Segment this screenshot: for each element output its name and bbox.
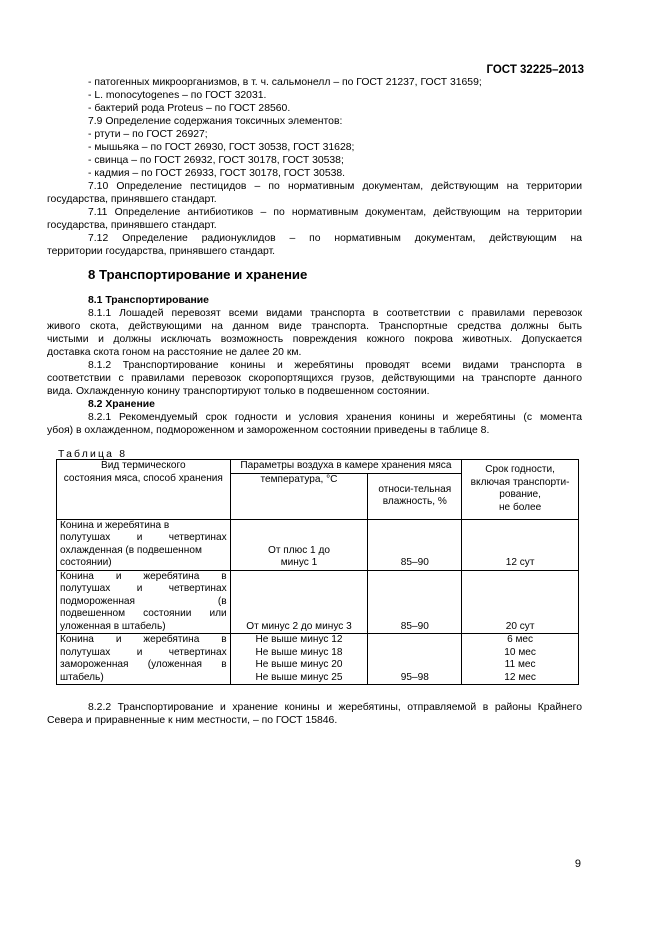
subsection-heading: 8.1 Транспортирование (88, 295, 209, 306)
row-kind: Конина и жеребятина в полутушах и четвертинах замороженная (уложенная в штабель) (57, 634, 231, 685)
text-line: 8.2.2 Транспортирование и хранение конины и жеребятины, отправляемой в районы Крайнего (88, 702, 582, 713)
text-line: территории государства, принявшего стандарт. (47, 246, 276, 257)
text-line: чистыми и должны исключать возможность повреждения кожного покрова животных. Допускается (47, 334, 582, 345)
text-line: 8.1.1 Лошадей перевозят всеми видами транспорта в соответствии с правилами перевозок (88, 308, 582, 319)
text-line: 7.12 Определение радионуклидов – по нормативным документам, действующим на (88, 233, 582, 244)
text-line: 8.2.1 Рекомендуемый срок годности и условия хранения конины и жеребятины (с момента (88, 412, 582, 423)
row-temperature: От плюс 1 до минус 1 (230, 519, 368, 570)
row-temperature: От минус 2 до минус 3 (230, 570, 368, 634)
text-line: 8.1.2 Транспортирование конины и жеребятины проводят всеми видами транспорта в (88, 360, 582, 371)
row-temperature: Не выше минус 12 Не выше минус 18 Не выше минус 20 Не выше минус 25 (230, 634, 368, 685)
row-humidity: 85–90 (368, 519, 462, 570)
row-kind: Конина и жеребятина в полутушах и четвертинах охлажденная (в подвешенном состоянии) (57, 519, 231, 570)
document-header-id: ГОСТ 32225–2013 (486, 64, 584, 76)
subsection-heading: 8.2 Хранение (88, 399, 155, 410)
text-line: доставка скота гоном на расстояние не далее 20 км. (47, 347, 302, 358)
text-line: 7.9 Определение содержания токсичных элементов: (88, 116, 343, 127)
text-line: - свинца – по ГОСТ 26932, ГОСТ 30178, ГОСТ 30538; (88, 155, 344, 166)
text-line: - бактерий рода Proteus – по ГОСТ 28560. (88, 103, 291, 114)
table-row (57, 570, 579, 634)
text-line: государства, принявшего стандарт. (47, 194, 217, 205)
text-line: живого скота, действующими на данном виде транспорта. Транспортные средства должны быть (47, 321, 582, 332)
header-kind: Вид термического состояния мяса, способ хранения (57, 460, 231, 520)
row-humidity: 95–98 (368, 634, 462, 685)
storage-table (56, 459, 579, 685)
row-shelf-life: 12 сут (462, 519, 579, 570)
page-number: 9 (574, 858, 581, 870)
table-row (57, 634, 579, 685)
section-heading: 8 Транспортирование и хранение (88, 267, 308, 282)
header-humidity: относи-тельная влажность, % (368, 473, 462, 519)
row-shelf-life: 20 сут (462, 570, 579, 634)
text-line: Севера и приравненные к ним местности, – по ГОСТ 15846. (47, 715, 338, 726)
text-line: - кадмия – по ГОСТ 26933, ГОСТ 30178, ГОСТ 30538. (88, 168, 346, 179)
text-line: государства, принявшего стандарт. (47, 220, 217, 231)
text-line: - L. monocytogenes – по ГОСТ 32031. (88, 90, 267, 101)
table-caption: Таблица 8 (58, 449, 128, 460)
text-line: соответствии с правилами перевозок скоропортящихся грузов, действующими на транспорте данного (47, 373, 582, 384)
row-kind: Конина и жеребятина в полутушах и четвертинах подмороженная (в подвешенном состоянии или уложенная в штабель) (57, 570, 231, 634)
table-row (57, 519, 579, 570)
header-shelf-life: Срок годности, включая транспорти- рование, не более (462, 460, 579, 520)
header-temperature: температура, °С (230, 473, 368, 519)
header-params: Параметры воздуха в камере хранения мяса (230, 460, 462, 474)
text-line: - патогенных микроорганизмов, в т. ч. сальмонелл – по ГОСТ 21237, ГОСТ 31659; (88, 77, 482, 88)
text-line: - мышьяка – по ГОСТ 26930, ГОСТ 30538, ГОСТ 31628; (88, 142, 355, 153)
text-line: вида. Охлажденную конину транспортируют только в подвешенном состоянии. (47, 386, 430, 397)
text-line: 7.11 Определение антибиотиков – по нормативным документам, действующим на территории (88, 207, 582, 218)
row-shelf-life: 6 мес 10 мес 11 мес 12 мес (462, 634, 579, 685)
text-line: - ртути – по ГОСТ 26927; (88, 129, 208, 140)
text-line: 7.10 Определение пестицидов – по нормативным документам, действующим на территории (88, 181, 582, 192)
row-humidity: 85–90 (368, 570, 462, 634)
text-line: убоя) в охлажденном, подмороженном и замороженном состоянии приведены в таблице 8. (47, 425, 490, 436)
